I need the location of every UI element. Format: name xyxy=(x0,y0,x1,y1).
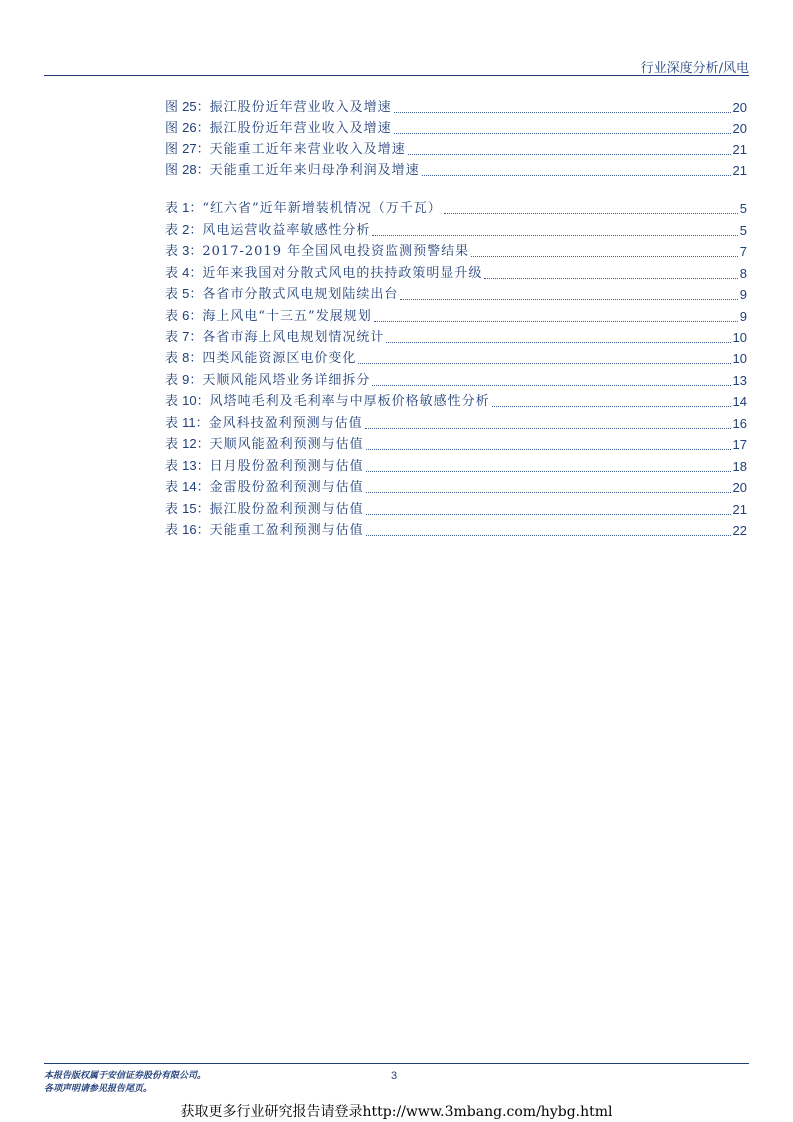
toc-leader xyxy=(386,342,730,343)
toc-leader xyxy=(366,449,731,450)
toc-entry-table-13[interactable] xyxy=(165,456,747,477)
toc-leader xyxy=(365,428,731,429)
toc-leader xyxy=(372,385,730,386)
toc-label: 表 9：天顺风能风塔业务详细拆分 xyxy=(165,372,371,388)
toc-page-number: 13 xyxy=(732,373,747,388)
toc-page-number: 16 xyxy=(732,416,747,431)
toc-page-number: 20 xyxy=(732,100,747,115)
disclaimer-line: 各项声明请参见报告尾页。 xyxy=(44,1084,153,1094)
toc-entry-table-14[interactable] xyxy=(165,477,747,498)
toc-page-number: 18 xyxy=(732,459,747,474)
toc-leader xyxy=(492,406,731,407)
toc-label: 图 25：振江股份近年营业收入及增速 xyxy=(165,99,392,115)
toc-leader xyxy=(444,213,738,214)
toc-label: 表 16：天能重工盈利预测与估值 xyxy=(165,522,364,538)
copyright-note xyxy=(44,1070,206,1096)
toc-entry-figure-26[interactable] xyxy=(165,118,747,139)
toc-label: 表 14：金雷股份盈利预测与估值 xyxy=(165,479,364,495)
toc-label: 表 2：风电运营收益率敏感性分析 xyxy=(165,222,371,238)
toc-leader xyxy=(408,154,731,155)
toc-page-number: 21 xyxy=(732,142,747,157)
toc-leader xyxy=(358,363,730,364)
toc-entry-table-2[interactable] xyxy=(165,220,747,241)
toc-leader xyxy=(400,299,737,300)
toc-leader xyxy=(471,256,738,257)
toc-entry-table-8[interactable] xyxy=(165,348,747,369)
toc-label: 表 13：日月股份盈利预测与估值 xyxy=(165,458,364,474)
toc-label: 表 10：风塔吨毛利及毛利率与中厚板价格敏感性分析 xyxy=(165,393,490,409)
toc-leader xyxy=(366,535,731,536)
toc-entry-table-7[interactable] xyxy=(165,327,747,348)
toc-page-number: 21 xyxy=(732,502,747,517)
toc-entry-table-11[interactable] xyxy=(165,413,747,434)
toc-page-number: 7 xyxy=(739,244,747,259)
toc-page-number: 10 xyxy=(732,351,747,366)
header-divider xyxy=(44,75,749,76)
toc-entry-table-12[interactable] xyxy=(165,434,747,455)
toc-label: 表 4：近年来我国对分散式风电的扶持政策明显升级 xyxy=(165,265,483,281)
toc-leader xyxy=(394,133,731,134)
toc-leader xyxy=(366,492,731,493)
toc-label: 表 12：天顺风能盈利预测与估值 xyxy=(165,436,364,452)
toc-page-number: 17 xyxy=(732,437,747,452)
toc-page-number: 5 xyxy=(739,223,747,238)
toc-page-number: 5 xyxy=(739,201,747,216)
toc-leader xyxy=(366,514,731,515)
toc-entry-table-4[interactable] xyxy=(165,263,747,284)
toc-entry-table-6[interactable] xyxy=(165,306,747,327)
toc-page-number: 21 xyxy=(732,163,747,178)
toc-label: 表 8：四类风能资源区电价变化 xyxy=(165,350,357,366)
toc-leader xyxy=(422,175,731,176)
toc-entry-figure-28[interactable] xyxy=(165,160,747,181)
promo-link-text[interactable]: 获取更多行业研究报告请登录http://www.3mbang.com/hybg.html xyxy=(180,1104,613,1120)
toc-entry-table-15[interactable] xyxy=(165,499,747,520)
toc-entry-table-5[interactable] xyxy=(165,284,747,305)
toc-page-number: 22 xyxy=(732,523,747,538)
toc-entry-table-3[interactable] xyxy=(165,241,747,262)
toc-entry-table-1[interactable] xyxy=(165,198,747,219)
toc-page-number: 8 xyxy=(739,266,747,281)
toc-label: 表 6：海上风电“十三五”发展规划 xyxy=(165,308,372,324)
toc-label: 图 27：天能重工近年来营业收入及增速 xyxy=(165,141,406,157)
toc-entry-table-16[interactable] xyxy=(165,520,747,541)
toc-entry-figure-27[interactable] xyxy=(165,139,747,160)
copyright-line: 本报告版权属于安信证券股份有限公司。 xyxy=(44,1071,207,1081)
page-number: 3 xyxy=(391,1070,398,1082)
toc-leader xyxy=(394,112,731,113)
toc-label: 表 1：“红六省”近年新增装机情况（万千瓦） xyxy=(165,200,442,216)
toc-label: 表 11：金风科技盈利预测与估值 xyxy=(165,415,363,431)
toc-page-number: 9 xyxy=(739,287,747,302)
toc-label: 表 3：2017-2019 年全国风电投资监测预警结果 xyxy=(165,243,470,259)
toc-page-number: 20 xyxy=(732,121,747,136)
toc-leader xyxy=(372,235,737,236)
toc-label: 表 7：各省市海上风电规划情况统计 xyxy=(165,329,385,345)
toc-label: 表 15：振江股份盈利预测与估值 xyxy=(165,501,364,517)
toc-entry-table-10[interactable] xyxy=(165,391,747,412)
toc-leader xyxy=(374,321,738,322)
toc-entry-table-9[interactable] xyxy=(165,370,747,391)
toc-page-number: 9 xyxy=(739,309,747,324)
footer-divider xyxy=(44,1063,749,1064)
toc-label: 表 5：各省市分散式风电规划陆续出台 xyxy=(165,286,399,302)
toc-label: 图 28：天能重工近年来归母净利润及增速 xyxy=(165,162,420,178)
toc-page-number: 14 xyxy=(732,394,747,409)
running-header: 行业深度分析/风电 xyxy=(640,61,749,76)
toc-page-number: 10 xyxy=(732,330,747,345)
toc-leader xyxy=(366,471,731,472)
toc-label: 图 26：振江股份近年营业收入及增速 xyxy=(165,120,392,136)
toc-page-number: 20 xyxy=(732,480,747,495)
toc-entry-figure-25[interactable] xyxy=(165,97,747,118)
toc-leader xyxy=(484,278,737,279)
